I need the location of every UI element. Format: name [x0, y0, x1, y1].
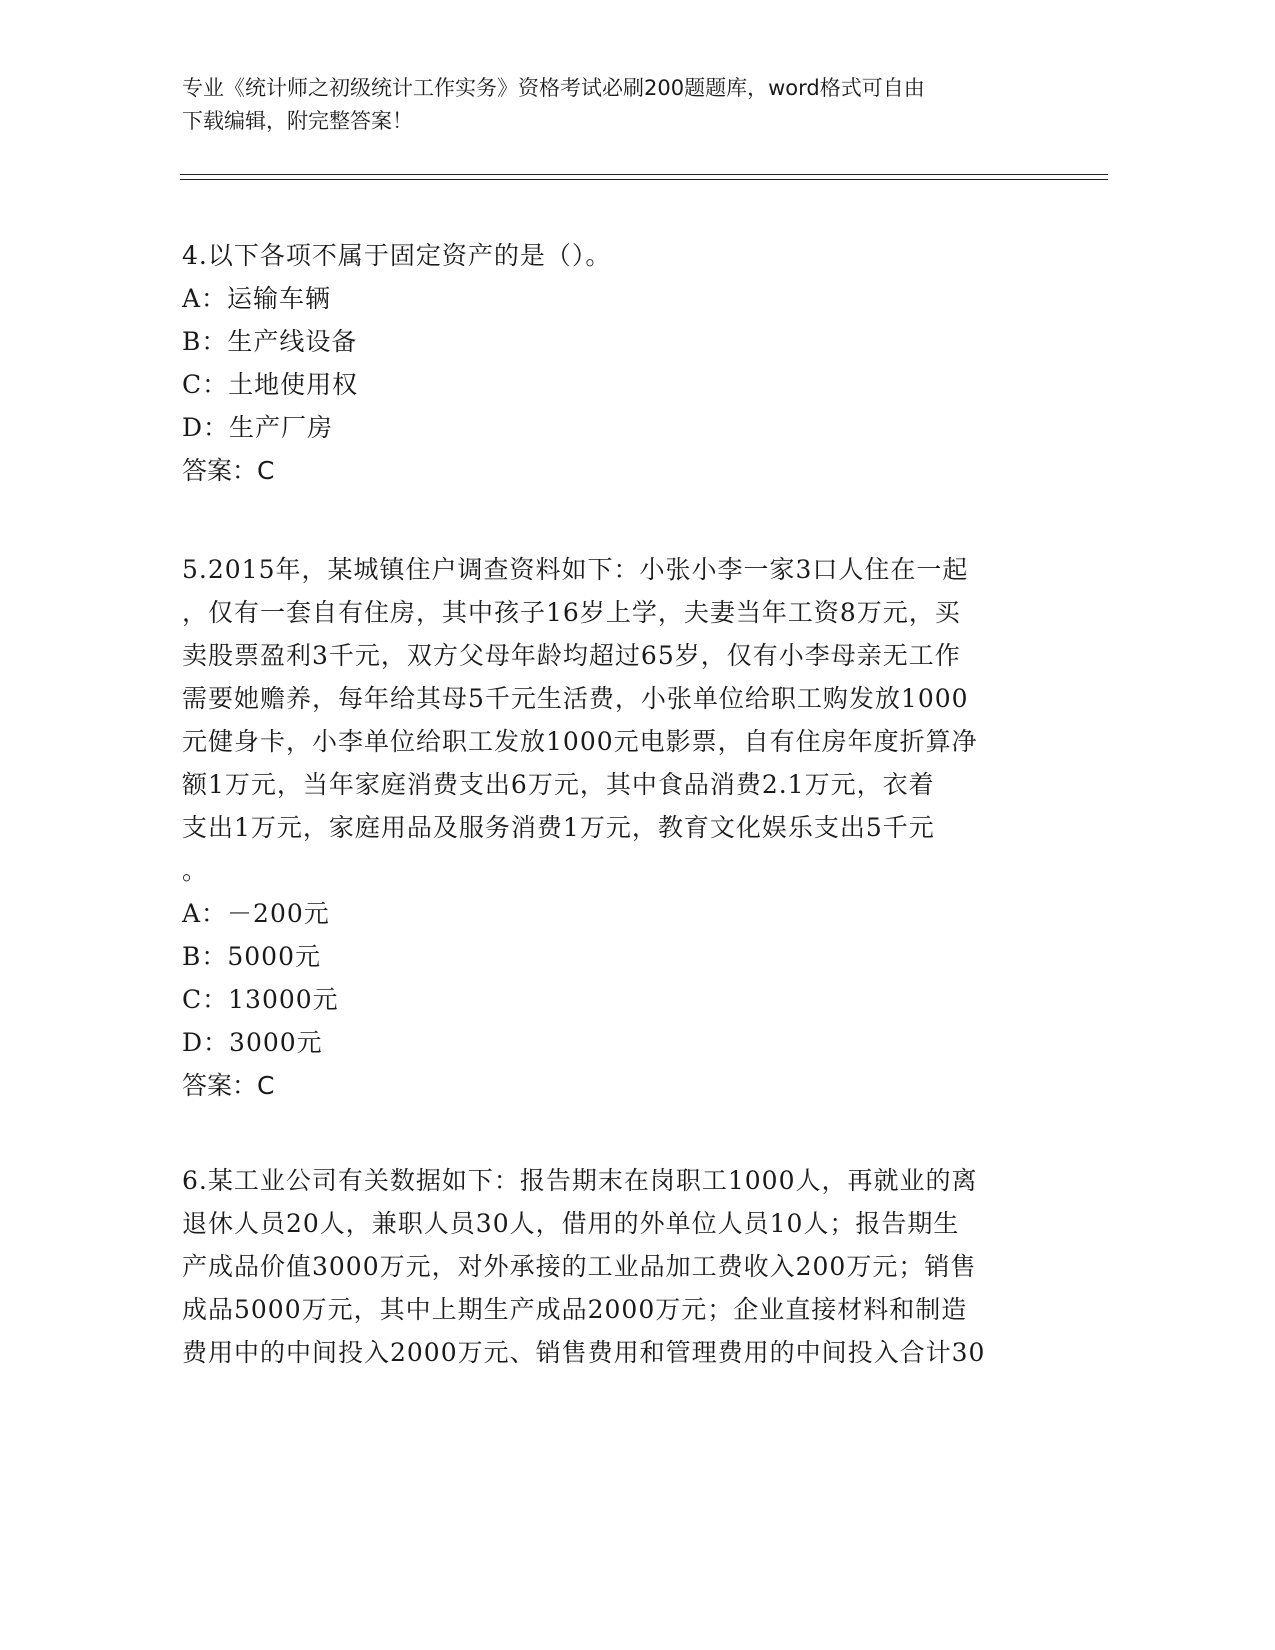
question-stem-line: 卖股票盈利3千元，双方父母年龄均超过65岁，仅有小李母亲无工作 [182, 641, 961, 670]
question-stem-line: 额1万元，当年家庭消费支出6万元，其中食品消费2.1万元，衣着 [182, 770, 935, 799]
question-stem-line: 4.以下各项不属于固定资产的是（）。 [182, 241, 612, 270]
header-rule-bottom [180, 179, 1108, 180]
question-stem-line: 费用中的中间投入2000万元、销售费用和管理费用的中间投入合计30 [182, 1338, 986, 1367]
option-a: A：运输车辆 [182, 284, 332, 313]
answer: 答案：C [182, 456, 275, 485]
header-line-2: 下载编辑，附完整答案！ [182, 109, 413, 133]
question-stem-line: 需要她赡养，每年给其母5千元生活费，小张单位给职工购发放1000 [182, 684, 969, 713]
document-header [182, 72, 1062, 138]
option-c: C：土地使用权 [182, 370, 359, 399]
question-6 [182, 1159, 1062, 1374]
question-stem-line: 支出1万元，家庭用品及服务消费1万元，教育文化娱乐支出5千元 [182, 813, 935, 842]
option-d: D：生产厂房 [182, 413, 334, 442]
header-rule-top [180, 174, 1108, 175]
question-stem-line: 6.某工业公司有关数据如下：报告期末在岗职工1000人，再就业的离 [182, 1166, 978, 1195]
question-stem-line: 元健身卡，小李单位给职工发放1000元电影票，自有住房年度折算净 [182, 727, 978, 756]
question-stem-line: 退休人员20人，兼职人员30人，借用的外单位人员10人；报告期生 [182, 1209, 960, 1238]
option-a: A：－200元 [182, 899, 330, 928]
option-c: C：13000元 [182, 985, 339, 1014]
question-5 [182, 548, 1062, 1107]
option-b: B：5000元 [182, 942, 321, 971]
option-d: D：3000元 [182, 1028, 323, 1057]
option-b: B：生产线设备 [182, 327, 358, 356]
question-stem-line: 产成品价值3000万元，对外承接的工业品加工费收入200万元；销售 [182, 1252, 977, 1281]
question-4 [182, 234, 1062, 492]
question-stem-line: ，仅有一套自有住房，其中孩子16岁上学，夫妻当年工资8万元，买 [182, 598, 961, 627]
header-line-1: 专业《统计师之初级统计工作实务》资格考试必刷200题题库，word格式可自由 [182, 76, 925, 100]
question-stem-line: 5.2015年，某城镇住户调查资料如下：小张小李一家3口人住在一起 [182, 555, 969, 584]
question-stem-line: 成品5000万元，其中上期生产成品2000万元；企业直接材料和制造 [182, 1295, 968, 1324]
question-stem-line: 。 [182, 856, 209, 885]
answer: 答案：C [182, 1071, 275, 1100]
